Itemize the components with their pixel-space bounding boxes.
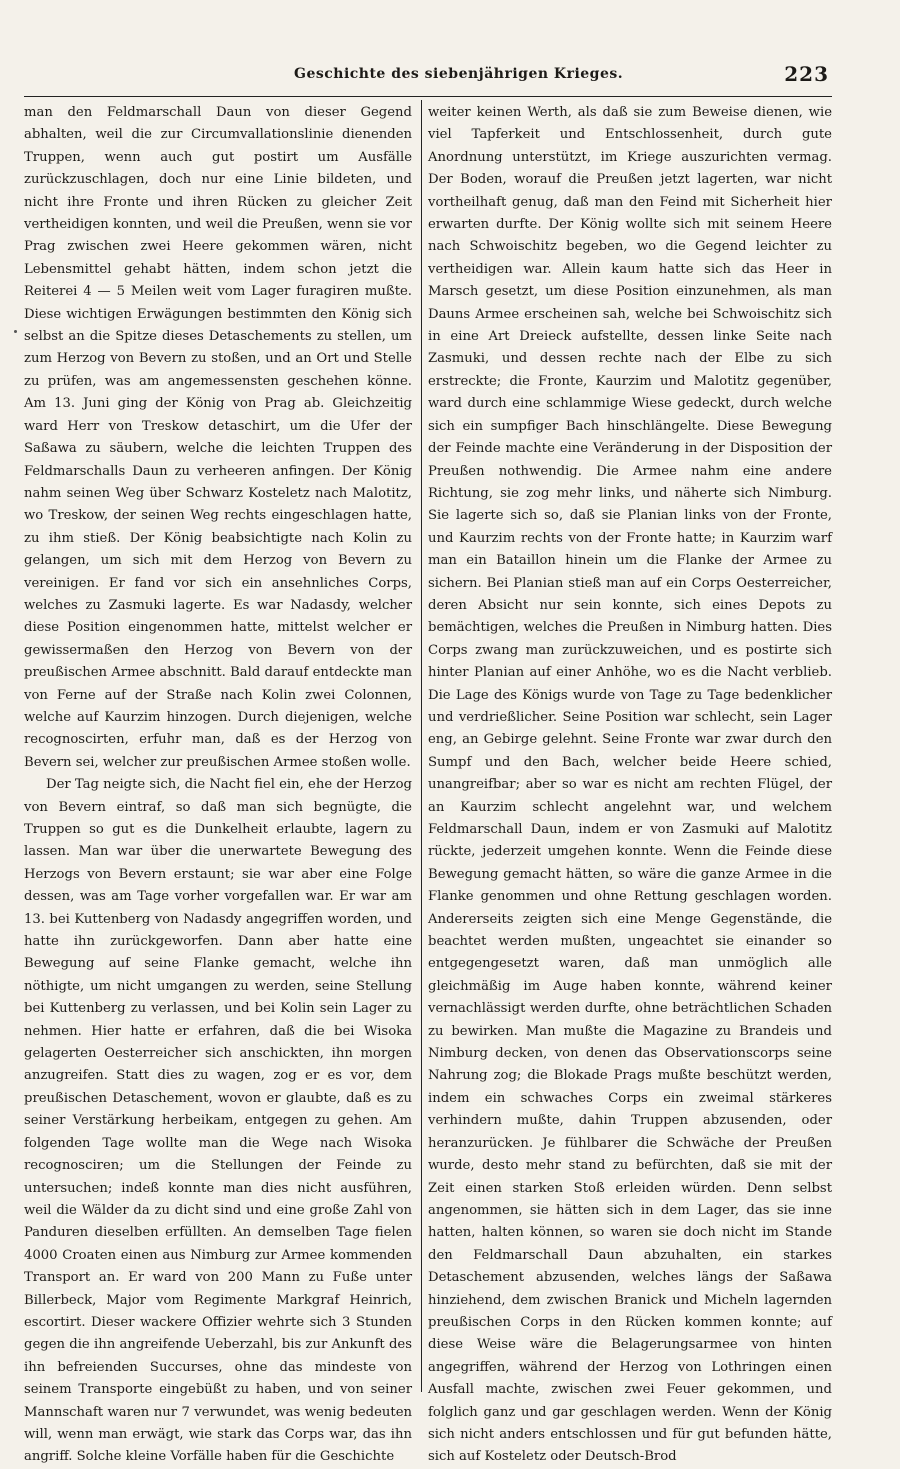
print-speck xyxy=(14,330,17,333)
page-header xyxy=(24,58,829,92)
left-column xyxy=(24,102,412,1465)
left-paragraph-1: man den Feldmarschall Daun von dieser Gegend abhalten, weil die zur Circumvallationslinie dienenden Truppen, wenn auch gut postirt um Ausfälle zurückzuschlagen, doch nur eine Linie bildeten, und nicht ihre Fronte und ihren Rücken zu gleicher Zeit vertheidigen konnten, und weil die Preußen, wenn sie vor Prag zwischen zwei Heere gekommen wären, nicht Lebensmittel gehabt hätten, indem schon jetzt die Reiterei 4 — 5 Meilen weit vom Lager furagiren mußte. Diese wichtigen Erwägungen bestimmten den König sich selbst an die Spitze dieses Detaschements zu stellen, um zum Herzog von Bevern zu stoßen, und an Ort und Stelle zu prüfen, was am angemessensten geschehen könne. Am 13. Juni ging der König von Prag ab. Gleichzeitig ward Herr von Treskow detaschirt, um die Ufer der Saßawa zu säubern, welche die leichten Truppen des Feldmarschalls Daun zu verheeren anfingen. Der König nahm seinen Weg über Schwarz Kosteletz nach Malotitz, wo Treskow, der seinen Weg rechts eingeschlagen hatte, zu ihm stieß. Der König beabsichtigte nach Kolin zu gelangen, um sich mit dem Herzog von Bevern zu vereinigen. Er fand vor sich ein ansehnliches Corps, welches zu Zasmuki lagerte. Es war Nadasdy, welcher diese Position eingenommen hatte, mittelst welcher er gewissermaßen den Herzog von Bevern von der preußischen Armee abschnitt. Bald darauf entdeckte man von Ferne auf der Straße nach Kolin zwei Colonnen, welche auf Kaurzim hinzogen. Durch diejenigen, welche recognoscirten, erfuhr man, daß es der Herzog von Bevern sei, welcher zur preußischen Armee stoßen wolle. xyxy=(24,105,412,770)
right-column xyxy=(428,102,832,1465)
page-number: 223 xyxy=(784,62,829,86)
header-rule xyxy=(24,96,832,97)
running-head: Geschichte des siebenjährigen Krieges. xyxy=(294,66,624,82)
left-paragraph-2: Der Tag neigte sich, die Nacht fiel ein, ehe der Herzog von Bevern eintraf, so daß man sich begnügte, die Truppen so gut es die Dunkelheit erlaubte, lagern zu lassen. Man war über die unerwartete Bewegung des Herzogs von Bevern erstaunt; sie war aber eine Folge dessen, was am Tage vorher vorgefallen war. Er war am 13. bei Kuttenberg von Nadasdy angegriffen worden, und hatte ihn zurückgeworfen. Dann aber hatte eine Bewegung auf seine Flanke gemacht, welche ihn nöthigte, um nicht umgangen zu werden, seine Stellung bei Kuttenberg zu verlassen, und bei Kolin sein Lager zu nehmen. Hier hatte er erfahren, daß die bei Wisoka gelagerten Oesterreicher sich anschickten, ihn morgen anzugreifen. Statt dies zu wagen, zog er es vor, dem preußischen Detaschement, wovon er glaubte, daß es zu seiner Verstärkung herbeikam, entgegen zu gehen. Am folgenden Tage wollte man die Wege nach Wisoka recognosciren; um die Stellungen der Feinde zu untersuchen; indeß konnte man dies nicht ausführen, weil die Wälder da zu dicht sind und eine große Zahl von Panduren dieselben erfüllten. An demselben Tage fielen 4000 Croaten einen aus Nimburg zur Armee kommenden Transport an. Er ward von 200 Mann zu Fuße unter Billerbeck, Major vom Regimente Markgraf Heinrich, escortirt. Dieser wackere Offizier wehrte sich 3 Stunden gegen die ihn angreifende Ueberzahl, bis zur Ankunft des ihn befreienden Succurses, ohne das mindeste von seinem Transporte eingebüßt zu haben, und von seiner Mannschaft waren nur 7 verwundet, was wenig bedeuten will, wenn man erwägt, wie stark das Corps war, das ihn angriff. Solche kleine Vorfälle haben für die Geschichte xyxy=(24,777,412,1465)
column-divider xyxy=(421,100,422,1392)
right-paragraph-1: weiter keinen Werth, als daß sie zum Beweise dienen, wie viel Tapferkeit und Entschlossenheit, durch gute Anordnung unterstützt, im Kriege auszurichten vermag. Der Boden, worauf die Preußen jetzt lagerten, war nicht vortheilhaft genug, daß man den Feind mit Sicherheit hier erwarten durfte. Der König wollte sich mit seinem Heere nach Schwoischitz begeben, wo die Gegend leichter zu vertheidigen war. Allein kaum hatte sich das Heer in Marsch gesetzt, um diese Position einzunehmen, als man Dauns Armee erscheinen sah, welche bei Schwoischitz sich in eine Art Dreieck aufstellte, dessen linke Seite nach Zasmuki, und dessen rechte nach der Elbe zu sich erstreckte; die Fronte, Kaurzim und Malotitz gegenüber, ward durch eine schlammige Wiese gedeckt, durch welche sich ein sumpfiger Bach hinschlängelte. Diese Bewegung der Feinde machte eine Veränderung in der Disposition der Preußen nothwendig. Die Armee nahm eine andere Richtung, sie zog mehr links, und näherte sich Nimburg. Sie lagerte sich so, daß sie Planian links von der Fronte, und Kaurzim rechts von der Fronte hatte; in Kaurzim warf man ein Bataillon hinein um die Flanke der Armee zu sichern. Bei Planian stieß man auf ein Corps Oesterreicher, deren Absicht nur sein konnte, sich eines Depots zu bemächtigen, welches die Preußen in Nimburg hatten. Dies Corps zwang man zurückzuweichen, und es postirte sich hinter Planian auf einer Anhöhe, wo es die Nacht verblieb. Die Lage des Königs wurde von Tage zu Tage bedenklicher und verdrießlicher. Seine Position war schlecht, sein Lager eng, an Gebirge gelehnt. Seine Fronte war zwar durch den Sumpf und den Bach, welcher beide Heere schied, unangreifbar; aber so war es nicht am rechten Flügel, der an Kaurzim schlecht angelehnt war, und welchem Feldmarschall Daun, indem er von Zasmuki auf Malotitz rückte, jederzeit umgehen konnte. Wenn die Feinde diese Bewegung gemacht hätten, so wäre die ganze Armee in die Flanke genommen und ohne Rettung geschlagen worden. Andererseits zeigten sich eine Menge Gegenstände, die beachtet werden mußten, ungeachtet sie einander so entgegengesetzt waren, daß man unmöglich alle gleichmäßig im Auge haben konnte, während keiner vernachlässigt werden durfte, ohne beträchtlichen Schaden zu bewirken. Man mußte die Magazine zu Brandeis und Nimburg decken, von denen das Observationscorps seine Nahrung zog; die Blokade Prags mußte beschützt werden, indem ein schwaches Corps ein zweimal stärkeres verhindern mußte, dahin Truppen abzusenden, oder heranzurücken. Je fühlbarer die Schwäche der Preußen wurde, desto mehr stand zu befürchten, daß sie mit der Zeit einen starken Stoß erleiden würden. Denn selbst angenommen, sie hätten sich in dem Lager, das sie inne hatten, halten können, so waren sie doch nicht im Stande den Feldmarschall Daun abzuhalten, ein starkes Detaschement abzusenden, welches längs der Saßawa hinziehend, dem zwischen Branick und Micheln lagernden preußischen Corps in den Rücken kommen konnte; auf diese Weise wäre die Belagerungsarmee von hinten angegriffen, während der Herzog von Lothringen einen Ausfall machte, zwischen zwei Feuer gekommen, und folglich ganz und gar geschlagen werden. Wenn der König sich nicht anders entschlossen und für gut befunden hätte, sich auf Kosteletz oder Deutsch-Brod xyxy=(428,105,832,1465)
